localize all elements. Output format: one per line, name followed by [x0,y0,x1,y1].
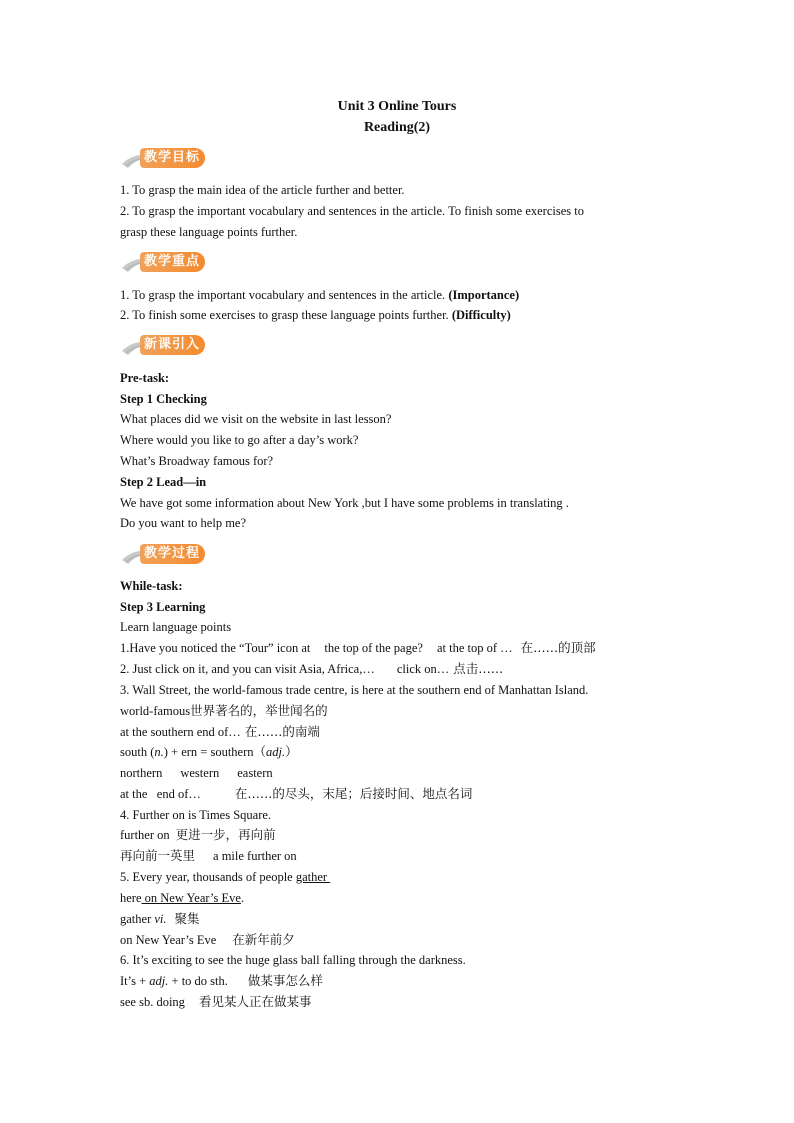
phrase-en: further on [120,828,170,842]
point-5-sentence: 5. Every year, thousands of people [120,870,296,884]
pre-task-heading: Pre-task: [120,371,170,385]
lead-in-line-1: We have got some information about New York ,but I have some problems in translating . [120,496,569,510]
point-1-sentence: 1.Have you noticed the “Tour” icon at [120,641,311,655]
while-task-heading: While-task: [120,579,183,593]
step-3-heading: Step 3 Learning [120,600,206,614]
pattern-part: + to do sth. [168,974,228,988]
point-2-line [120,661,503,677]
document-subtitle: Reading(2) [363,120,431,135]
section-badge-label: 教学目标 [140,148,205,168]
its-adj-line [120,973,323,989]
learn-points-line: Learn language points [120,620,232,634]
focus-tag: (Importance) [448,288,520,302]
goal-line-3: grasp these language points further. [120,225,298,239]
direction-word: eastern [237,766,273,780]
goal-line-2: 2. To grasp the important vocabulary and sentences in the article. To finish some exercises to [120,204,584,218]
phrase-en: a mile further on [213,849,297,863]
direction-word: northern [120,766,163,780]
section-badge-focus [120,250,230,274]
phrase-en: world-famous [120,704,191,718]
step-2-heading: Step 2 Lead—in [120,475,207,489]
formation-pos: n. [154,745,164,759]
focus-tag: (Difficulty) [451,308,511,322]
phrase-en: gather [120,912,155,926]
point-5-underlined: gather [295,870,331,884]
pattern-pos: adj. [149,974,169,988]
point-6-line: 6. It’s exciting to see the huge glass ball falling through the darkness. [120,953,466,967]
pattern-part: It’s + [120,974,150,988]
phrase-cn: 世界著名的，举世闻名的 [190,703,328,718]
goal-line-1: 1. To grasp the main idea of the article further and better. [120,183,405,197]
new-years-eve-line [120,932,295,948]
phrase-cn: 更进一步，再向前 [175,827,276,842]
question-3: What’s Broadway famous for? [120,454,274,468]
point-5-line-2 [120,890,244,906]
lead-in-line-2: Do you want to help me? [120,516,247,530]
point-4-line: 4. Further on is Times Square. [120,808,272,822]
focus-text: 2. To finish some exercises to grasp these language points further. [120,308,449,322]
point-1-phrase: at the top of … [436,641,513,655]
point-5-underlined: on New Year’s Eve [141,891,241,905]
point-1-sentence-end: the top of the page? [324,641,423,655]
question-2: Where would you like to go after a day’s work? [120,433,359,447]
gather-line [120,911,200,927]
phrase-cn: 聚集 [174,911,200,926]
section-badge-intro [120,333,230,357]
focus-text: 1. To grasp the important vocabulary and sentences in the article. [120,288,446,302]
phrase-cn: 看见某人正在做某事 [198,994,312,1009]
point-1-translation: 在……的顶部 [520,640,596,655]
phrase-cn: 做某事怎么样 [247,973,323,988]
focus-line-1 [120,287,519,303]
question-1: What places did we visit on the website in last lesson? [120,412,392,426]
document-title: Unit 3 Online Tours [337,99,457,114]
at-the-end-line [120,786,472,802]
formation-part: south ( [120,745,155,759]
phrase-cn: 在……的尽头，末尾；后接时间、地点名词 [234,786,473,801]
section-badge-goals [120,146,230,170]
phrase-cn: 再向前一英里 [120,848,196,863]
point-2-sentence: 2. Just click on it, and you can visit Asia, Africa,… [120,662,375,676]
world-famous-line [120,703,328,719]
formation-pos: adj. [266,745,286,759]
phrase-en: on New Year’s Eve [120,933,217,947]
point-3-line: 3. Wall Street, the world-famous trade centre, is here at the southern end of Manhattan Island. [120,683,589,697]
further-on-line [120,827,276,843]
point-2-translation: 点击…… [453,661,504,676]
see-sb-doing-line [120,994,311,1010]
point-5-line [120,869,330,885]
southern-formation-line [120,744,298,760]
point-5-sentence: here [120,891,142,905]
phrase-cn: 在新年前夕 [232,932,295,947]
directions-line [120,765,273,781]
phrase-en: at the end of… [120,787,201,801]
phrase-en: see sb. doing [120,995,185,1009]
focus-line-2 [120,307,511,323]
step-1-heading: Step 1 Checking [120,392,207,406]
direction-word: western [180,766,220,780]
section-badge-label: 新课引入 [140,335,205,355]
section-badge-process [120,542,230,566]
section-badge-label: 教学过程 [140,544,205,564]
mile-further-line [120,848,297,864]
point-2-phrase: click on… [396,662,450,676]
formation-part: ) + ern = southern（ [163,745,267,759]
phrase-pos: vi. [154,912,167,926]
phrase-cn: 在……的南端 [244,724,320,739]
point-5-period: . [240,891,245,905]
phrase-en: at the southern end of… [120,725,241,739]
section-badge-label: 教学重点 [140,252,205,272]
formation-part: ） [285,745,298,759]
point-1-line [120,640,596,656]
southern-end-line [120,724,320,740]
